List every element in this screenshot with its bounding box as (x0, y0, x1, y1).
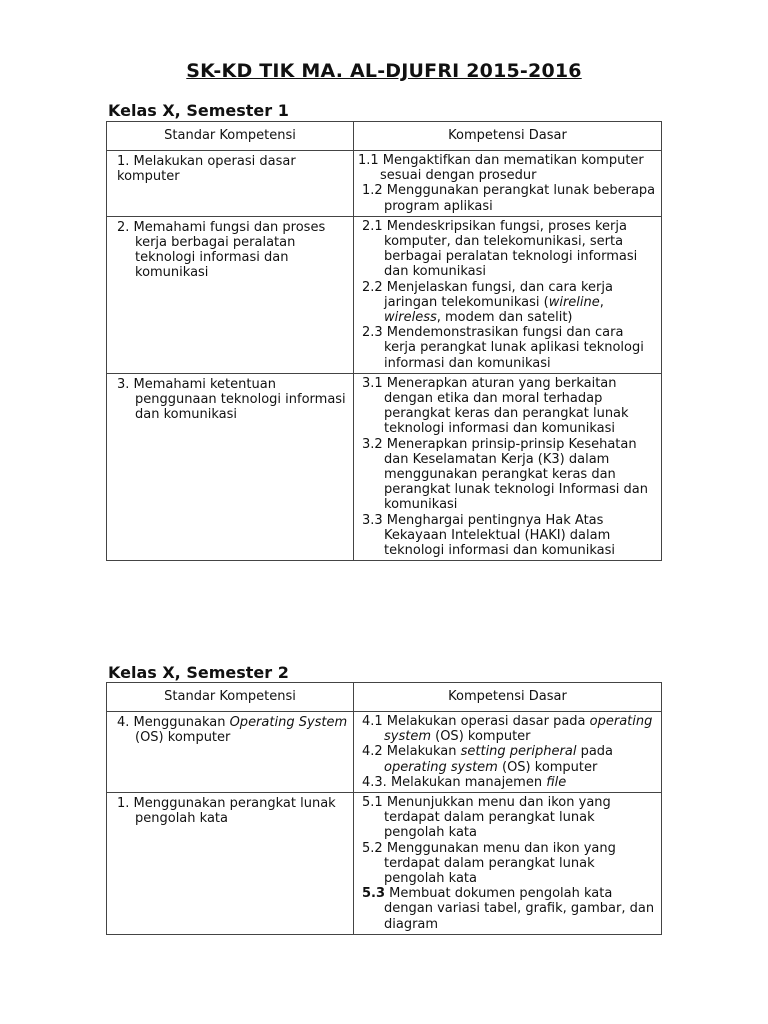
kd-item: 1.1 Mengaktifkan dan mematikan komputer sesuai dengan prosedur (358, 153, 644, 184)
kd-italic: wireless (384, 310, 437, 326)
header-standar-kompetensi: Standar Kompetensi (107, 122, 354, 151)
kd-item: 1.2 Menggunakan perangkat lunak beberapa program aplikasi (362, 183, 656, 214)
sk-text-part: 4. Menggunakan (117, 715, 230, 730)
kd-item: 3.2 Menerapkan prinsip-prinsip Kesehatan dan Keselamatan Kerja (K3) dalam menggunakan perangkat keras dan perangkat lunak teknologi Informasi dan komunikasi (362, 436, 648, 513)
section-title-semester-1: Kelas X, Semester 1 (108, 101, 289, 120)
sk-text-italic: Operating System (229, 715, 348, 730)
kd-cell (354, 712, 662, 793)
kd-item: 2.2 Menjelaskan fungsi, dan cara kerja jaringan telekomunikasi (wireline, wireless, modem dan satelit) (362, 279, 613, 326)
kd-item: 2.3 Mendemonstrasikan fungsi dan cara kerja perangkat lunak aplikasi teknologi informasi dan komunikasi (362, 325, 644, 371)
kd-cell (354, 793, 662, 935)
kd-number: 5.2 (362, 840, 383, 856)
sk-text: 1. Menggunakan perangkat lunak pengolah kata (117, 796, 336, 827)
kd-text-italic: file (546, 774, 567, 790)
kd-text: Menggunakan menu dan ikon yang terdapat dalam perangkat lunak pengolah kata (382, 840, 616, 887)
table-header-row (107, 683, 662, 712)
document-title: SK-KD TIK MA. AL-DJUFRI 2015-2016 (186, 60, 582, 82)
kd-item (358, 775, 657, 790)
sk-cell (107, 216, 354, 373)
kd-item (358, 841, 657, 887)
kd-item (358, 744, 657, 774)
table-row (107, 793, 662, 935)
header-standar-kompetensi: Standar Kompetensi (107, 683, 354, 712)
kd-text: Membuat dokumen pengolah kata dengan variasi tabel, grafik, gambar, dan diagram (384, 886, 655, 932)
kd-text-italic: operating system (384, 759, 498, 775)
kd-text-part: 4.1 Melakukan operasi dasar pada (362, 714, 590, 729)
competency-table-semester-1 (106, 121, 662, 561)
sk-text: 3. Memahami ketentuan penggunaan teknologi informasi dan komunikasi (117, 376, 346, 423)
sk-cell (107, 373, 354, 560)
kd-item (358, 795, 657, 841)
kd-italic: wireline (548, 294, 600, 310)
kd-cell (354, 151, 662, 217)
table-row (107, 216, 662, 373)
kd-text-part: 4.3. Melakukan manajemen (362, 774, 547, 790)
table-row (107, 712, 662, 793)
kd-text-part: pada (576, 744, 614, 760)
kd-text-part: (OS) komputer (431, 729, 531, 745)
sk-text (111, 714, 349, 745)
kd-number-bold: 5.3 (362, 886, 386, 902)
section-title-semester-2: Kelas X, Semester 2 (108, 663, 289, 682)
sk-cell (107, 151, 354, 217)
kd-cell (354, 373, 662, 560)
kd-number: 5.1 (362, 795, 383, 811)
table-header-row (107, 122, 662, 151)
competency-table-semester-2 (106, 682, 662, 935)
table-row (107, 373, 662, 560)
kd-cell (354, 216, 662, 373)
kd-item (358, 886, 657, 932)
kd-item: 2.1 Mendeskripsikan fungsi, proses kerja komputer, dan telekomunikasi, serta berbagai peralatan teknologi informasi dan komunikasi (362, 218, 638, 280)
sk-text: 1. Melakukan operasi dasar komputer (117, 154, 296, 185)
kd-text-part: (OS) komputer (497, 759, 598, 775)
sk-cell (107, 793, 354, 935)
sk-cell (107, 712, 354, 793)
header-kompetensi-dasar: Kompetensi Dasar (354, 122, 662, 151)
sk-text-part: (OS) komputer (135, 730, 231, 746)
table-row (107, 151, 662, 217)
kd-text: Menunjukkan menu dan ikon yang terdapat dalam perangkat lunak pengolah kata (382, 795, 611, 841)
sk-text: 2. Memahami fungsi dan proses kerja berbagai peralatan teknologi informasi dan komunikasi (117, 219, 326, 281)
kd-text-italic: operating system (384, 714, 653, 745)
kd-text-italic: setting peripheral (460, 744, 577, 760)
kd-item: 3.1 Menerapkan aturan yang berkaitan dengan etika dan moral terhadap perangkat keras dan perangkat lunak teknologi informasi dan komunikasi (362, 375, 629, 437)
kd-text-part: 4.2 Melakukan (362, 744, 461, 760)
header-kompetensi-dasar: Kompetensi Dasar (354, 683, 662, 712)
kd-item (358, 714, 657, 744)
kd-item: 3.3 Menghargai pentingnya Hak Atas Kekayaan Intelektual (HAKI) dalam teknologi informasi dan komunikasi (362, 512, 616, 559)
